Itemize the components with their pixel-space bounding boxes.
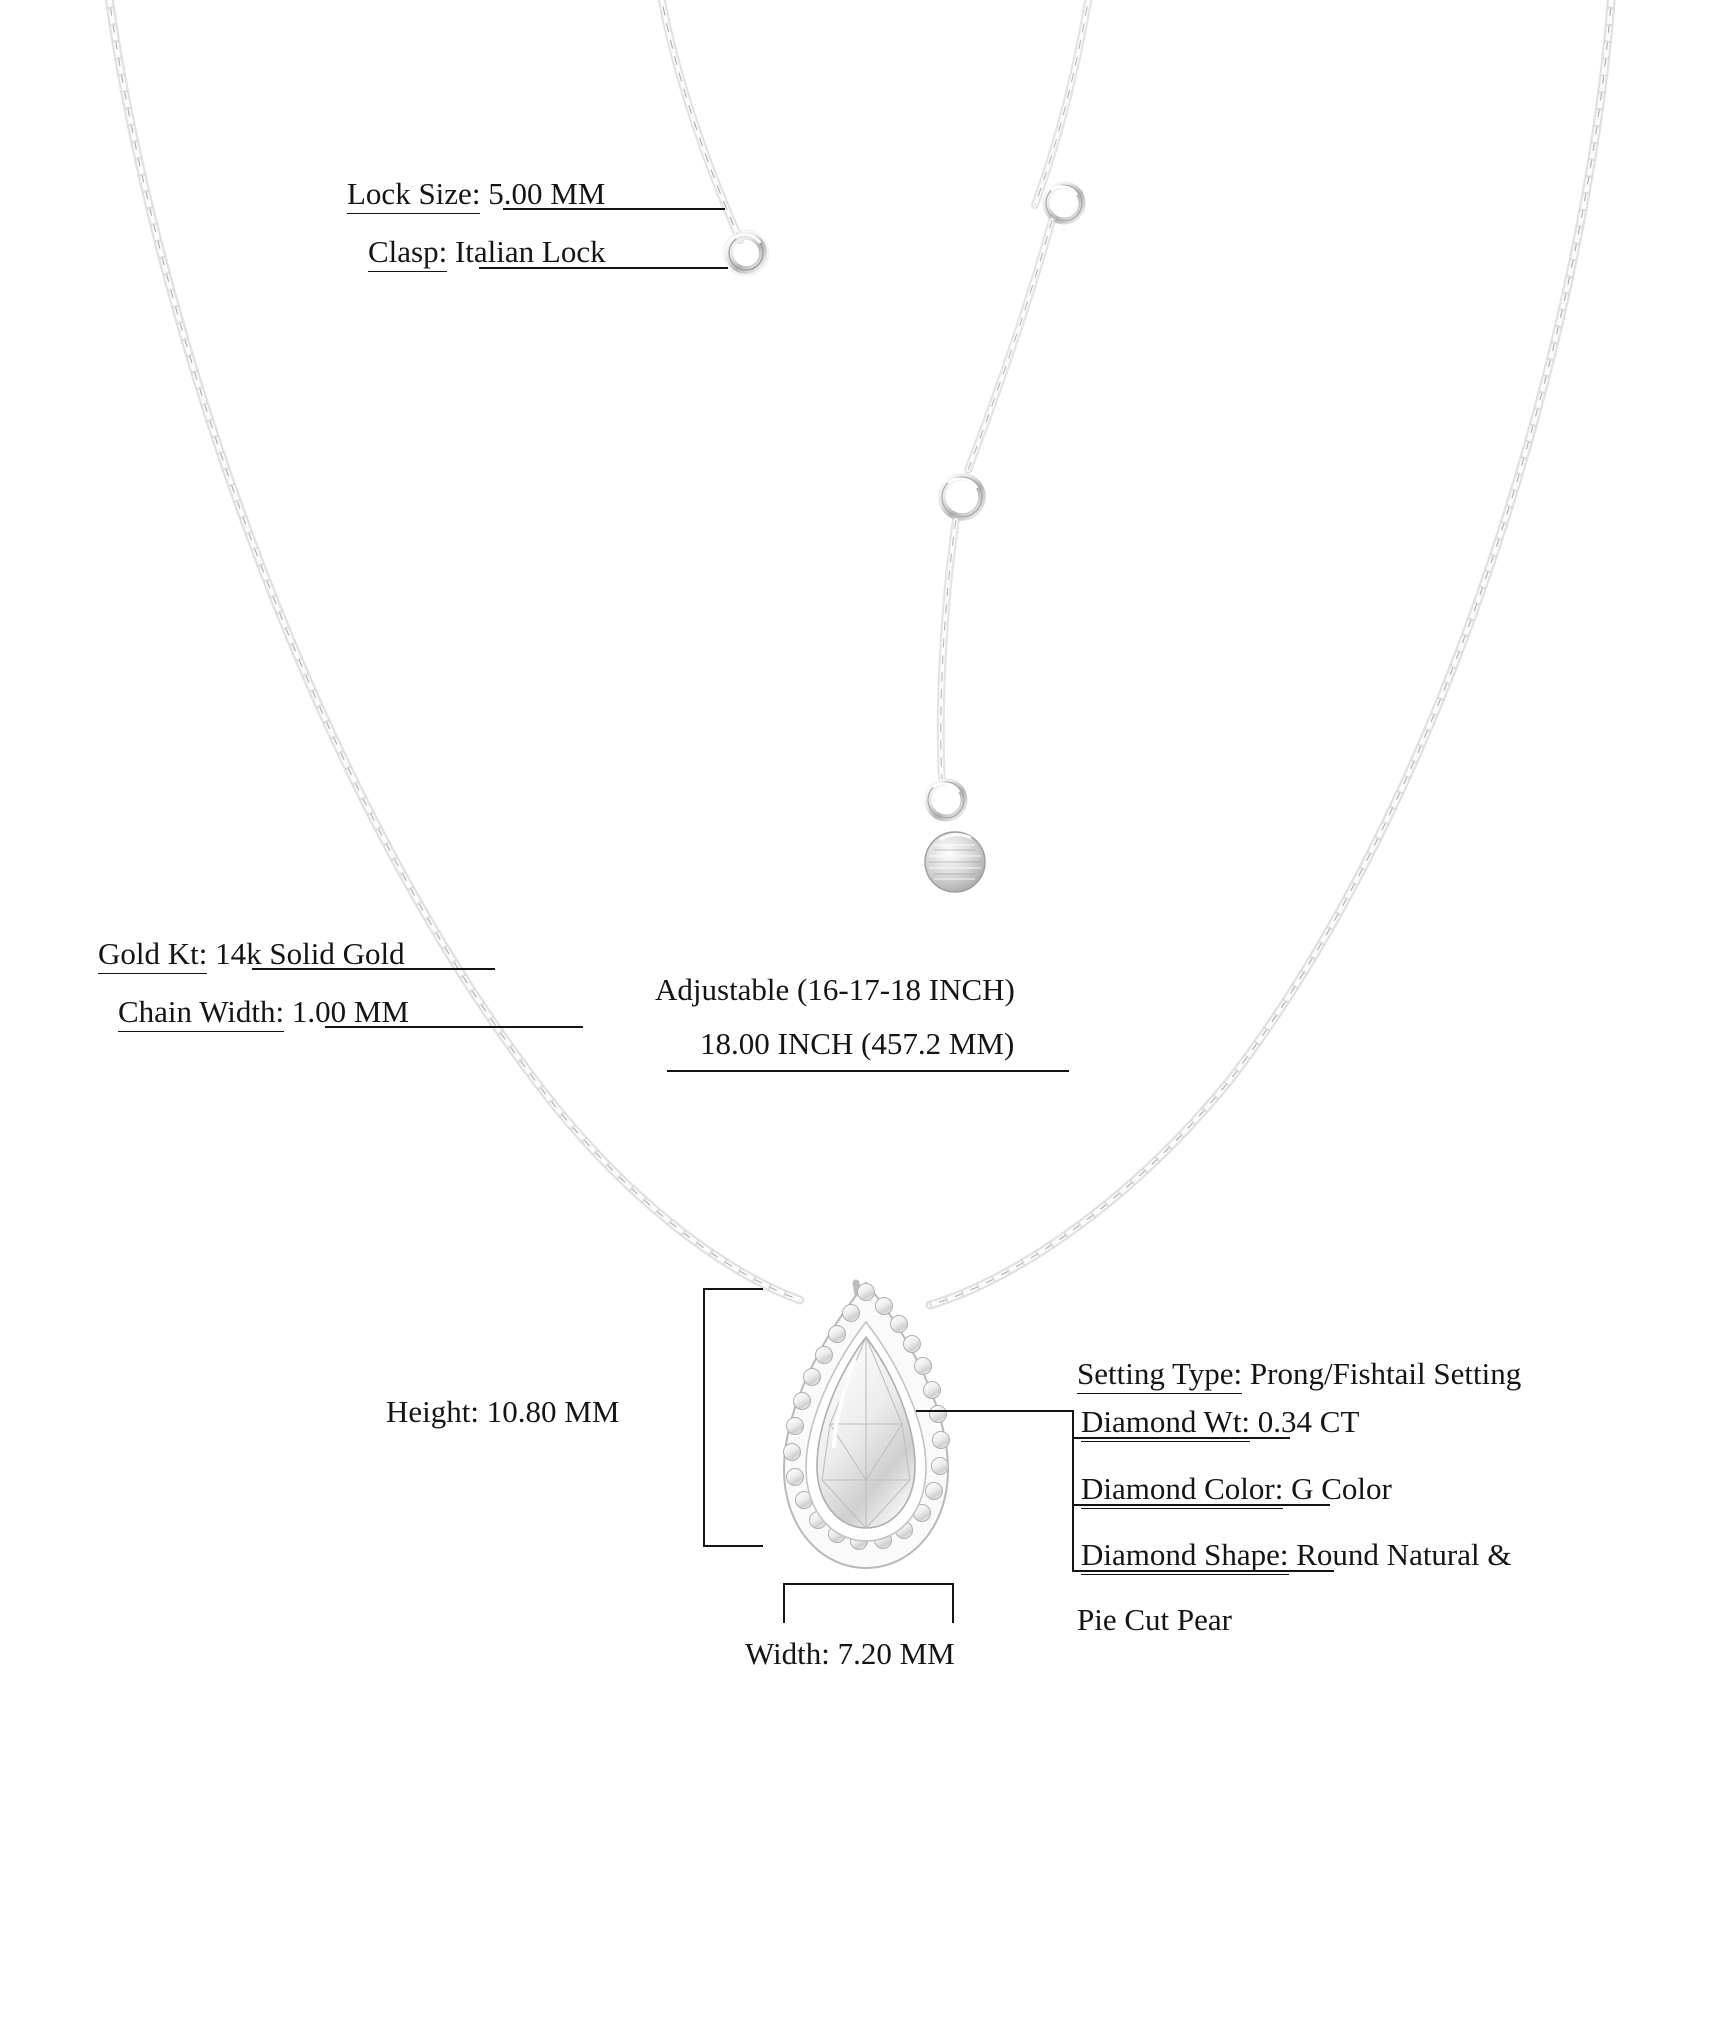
label-diamond-color-key: Diamond Color:: [1081, 1471, 1283, 1509]
label-diamond-shape-continued-text: Pie Cut Pear: [1077, 1602, 1232, 1637]
label-clasp: [368, 230, 606, 274]
label-lock-size: [347, 172, 605, 216]
label-height-key: Height:: [386, 1394, 479, 1429]
label-gold-kt: [98, 932, 405, 976]
height-bracket-vertical: [703, 1288, 705, 1546]
label-lock-size-value: 5.00 MM: [480, 176, 606, 211]
label-clasp-key: Clasp:: [368, 234, 447, 272]
chain-right: [930, 0, 1612, 1305]
extender-end-ring: [928, 782, 964, 818]
label-diamond-color-value: G Color: [1283, 1471, 1392, 1506]
label-setting-type: [1077, 1352, 1521, 1396]
label-adjustable-length-text: Adjustable (16-17-18 INCH): [655, 972, 1015, 1007]
width-bracket-right: [952, 1583, 954, 1623]
label-diamond-shape: [1081, 1533, 1512, 1577]
label-diamond-color: [1081, 1467, 1392, 1511]
disc-charm: [925, 832, 985, 892]
leader-right-spine: [1072, 1410, 1074, 1570]
label-diamond-shape-key: Diamond Shape:: [1081, 1537, 1289, 1575]
label-adjustable-length: [655, 968, 1015, 1012]
label-diamond-shape-continued: [1077, 1598, 1232, 1642]
label-lock-size-key: Lock Size:: [347, 176, 480, 214]
label-total-length-text: 18.00 INCH (457.2 MM): [700, 1026, 1015, 1061]
label-height-value: 10.80 MM: [479, 1394, 620, 1429]
label-chain-width-value: 1.00 MM: [284, 994, 409, 1029]
label-diamond-wt-key: Diamond Wt:: [1081, 1404, 1250, 1442]
label-width-key: Width:: [745, 1636, 830, 1671]
label-width-value: 7.20 MM: [829, 1636, 955, 1671]
pear-halo-pendant: [784, 1283, 950, 1568]
width-bracket-left: [783, 1583, 785, 1623]
label-diamond-wt-value: 0.34 CT: [1250, 1404, 1360, 1439]
italian-lock-clasp: [724, 231, 769, 276]
label-clasp-value: Italian Lock: [447, 234, 606, 269]
label-width: [745, 1632, 955, 1676]
extender-ring-16-inch: [1046, 185, 1082, 221]
label-setting-type-value: Prong/Fishtail Setting: [1242, 1356, 1522, 1391]
extender-ring-17-inch: [942, 477, 982, 517]
label-gold-kt-value: 14k Solid Gold: [207, 936, 405, 971]
height-bracket-bottom: [703, 1545, 763, 1547]
label-diamond-wt: [1081, 1400, 1359, 1444]
leader-length: [667, 1070, 1069, 1072]
label-total-length: [700, 1022, 1014, 1066]
extender-chain: [925, 0, 1090, 892]
leader-setting-type: [916, 1410, 1072, 1412]
halo-melee-stones: [784, 1284, 950, 1550]
height-bracket-top: [703, 1288, 763, 1290]
label-setting-type-key: Setting Type:: [1077, 1356, 1242, 1394]
label-diamond-shape-value: Round Natural &: [1288, 1537, 1512, 1572]
label-gold-kt-key: Gold Kt:: [98, 936, 207, 974]
width-bracket-horizontal: [783, 1583, 953, 1585]
clasp-chain-tail: [660, 0, 740, 240]
label-chain-width-key: Chain Width:: [118, 994, 284, 1032]
label-chain-width: [118, 990, 409, 1034]
label-height: [386, 1390, 619, 1434]
